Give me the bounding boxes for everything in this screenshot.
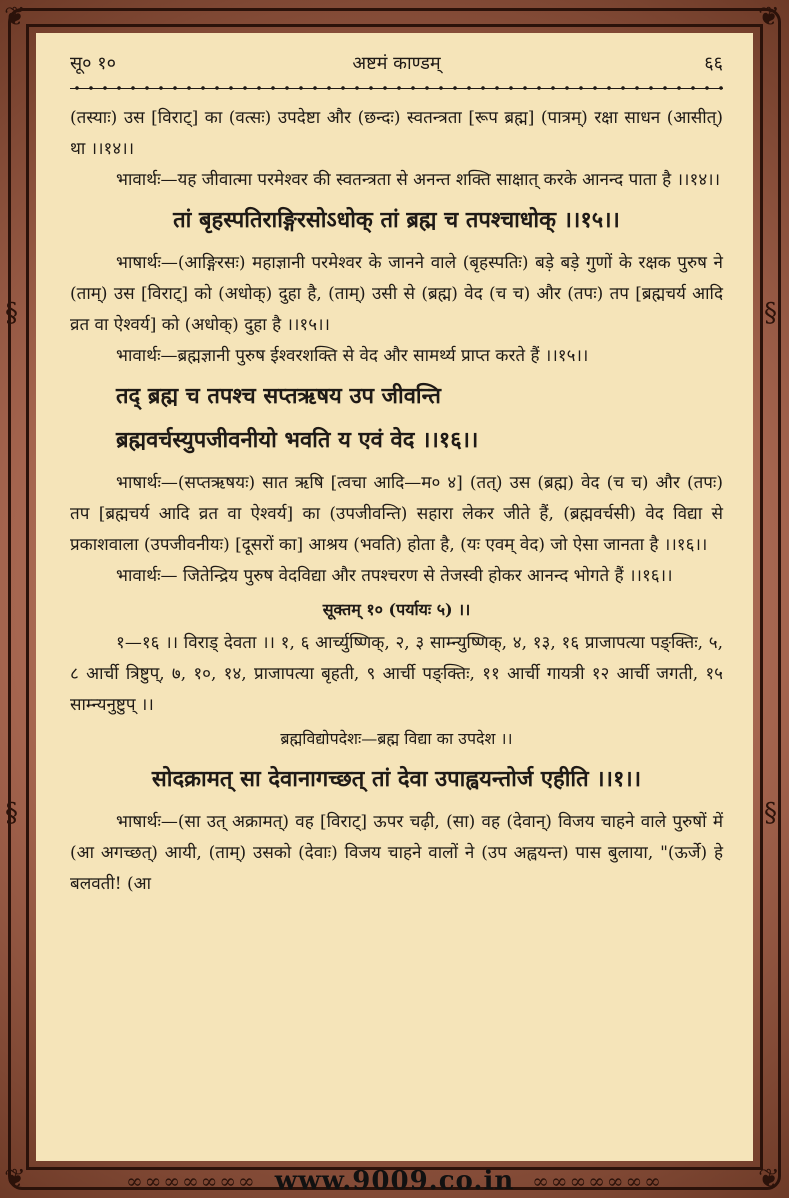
kanda-title: अष्टमं काण्डम्: [352, 53, 441, 74]
side-ornament-icon: §: [764, 298, 777, 328]
metre-deity-paragraph: १—१६ ।। विराड् देवता ।। १, ६ आर्च्युष्णिक्, २, ३ साम्न्युष्णिक्, ४, १३, १६ प्राजापत्या पङ्क्तिः, ५, ८ आर्ची त्रिष्टुप्, ७, १०, १४, प्राजापत्या बृहती, ९ आर्ची पङ्क्तिः, ११ आर्ची गायत्री १२ आर्ची जगती, १५ साम्न्यनुष्टुप् ।।: [70, 633, 723, 715]
bhavarth-paragraph: भावार्थः— जितेन्द्रिय पुरुष वेदविद्या और तपश्चरण से तेजस्वी होकर आनन्द भोगते हैं ।।१६।।: [116, 566, 673, 586]
corner-ornament-icon: ❦: [4, 1164, 26, 1194]
mantra-15: तां बृहस्पतिराङ्गिरसोऽधोक् तां ब्रह्म च तपश्चाधोक् ।।१५।।: [173, 207, 620, 233]
translation-paragraph: (तस्याः) उस [विराट्] का (वत्सः) उपदेष्टा और (छन्दः) स्वतन्त्रता [रूप ब्रह्म] (पात्रम्) रक्षा साधन (आसीत्) था ।।१४।।: [70, 108, 723, 159]
side-ornament-icon: §: [764, 798, 777, 828]
header-divider: [70, 83, 723, 93]
page-number: ६६: [704, 53, 723, 74]
page-header: [70, 51, 723, 81]
left-ornament-icon: ∞∞∞∞∞∞∞: [126, 1168, 257, 1193]
side-ornament-icon: §: [5, 298, 18, 328]
mantra-1: सोदक्रामत् सा देवानागच्छत् तां देवा उपाह्वयन्तोर्ज एहीति ।।१।।: [151, 766, 642, 792]
footer-strip: [0, 1163, 789, 1198]
corner-ornament-icon: ❦: [4, 2, 26, 32]
sukta-number: सू० १०: [70, 53, 116, 74]
mantra-16-line-2: ब्रह्मवर्चस्युपजीवनीयो भवति य एवं वेद ।।१६।।: [116, 427, 479, 453]
sukta-heading: सूक्तम् १० (पर्यायः ५) ।।: [322, 600, 471, 619]
side-ornament-icon: §: [5, 798, 18, 828]
translation-paragraph: भाषार्थः—(सप्तऋषयः) सात ऋषि [त्वचा आदि—म० ४] (तत्) उस (ब्रह्म) वेद (च च) और (तपः) तप [ब्रह्मचर्य आदि व्रत वा ऐश्वर्य] का (उपजीवन्ति) सहारा लेकर जीते हैं, (ब्रह्मवर्चसी) वेद विद्या से प्रकाशवाला (उपजीवनीयः) [दूसरों का] आश्रय (भवति) होता है, (यः एवम् वेद) जो ऐसा जानता है ।।१६।।: [70, 473, 723, 555]
corner-ornament-icon: ❦: [758, 2, 780, 32]
translation-paragraph: भाषार्थः—(सा उत् अक्रामत्) वह [विराट्] ऊपर चढ़ी, (सा) वह (देवान्) विजय चाहने वाले पुरुषों में (आ अगच्छत्) आयी, (ताम्) उसको (देवाः) विजय चाहने वालों ने (उप अह्वयन्त) पास बुलाया, "(ऊर्जे) हे बलवती! (आ: [70, 812, 723, 894]
corner-ornament-icon: ❦: [758, 1164, 780, 1194]
translation-paragraph: भाषार्थः—(आङ्गिरसः) महाज्ञानी परमेश्वर के जानने वाले (बृहस्पतिः) बड़े बड़े गुणों के रक्षक पुरुष ने (ताम्) उस [विराट्] को (अधोक्) दुहा है, (ताम्) उसी से (ब्रह्म) वेद (च च) और (तपः) तप [ब्रह्मचर्य आदि व्रत वा ऐश्वर्य] को (अधोक्) दुहा है ।।१५।।: [70, 253, 723, 335]
bhavarth-paragraph: भावार्थः—ब्रह्मज्ञानी पुरुष ईश्वरशक्ति से वेद और सामर्थ्य प्राप्त करते हैं ।।१५।।: [116, 346, 589, 366]
bhavarth-paragraph: भावार्थः—यह जीवात्मा परमेश्वर की स्वतन्त्रता से अनन्त शक्ति साक्षात् करके आनन्द पाता है ।।१४।।: [116, 170, 721, 190]
updesh-line: ब्रह्मविद्योपदेशः—ब्रह्म विद्या का उपदेश ।।: [280, 729, 513, 748]
website-url[interactable]: www.9009.co.in: [274, 1165, 515, 1196]
book-page: [36, 33, 753, 1161]
mantra-16-line-1: तद् ब्रह्म च तपश्च सप्तऋषय उप जीवन्ति: [116, 383, 441, 409]
right-ornament-icon: ∞∞∞∞∞∞∞: [532, 1168, 663, 1193]
